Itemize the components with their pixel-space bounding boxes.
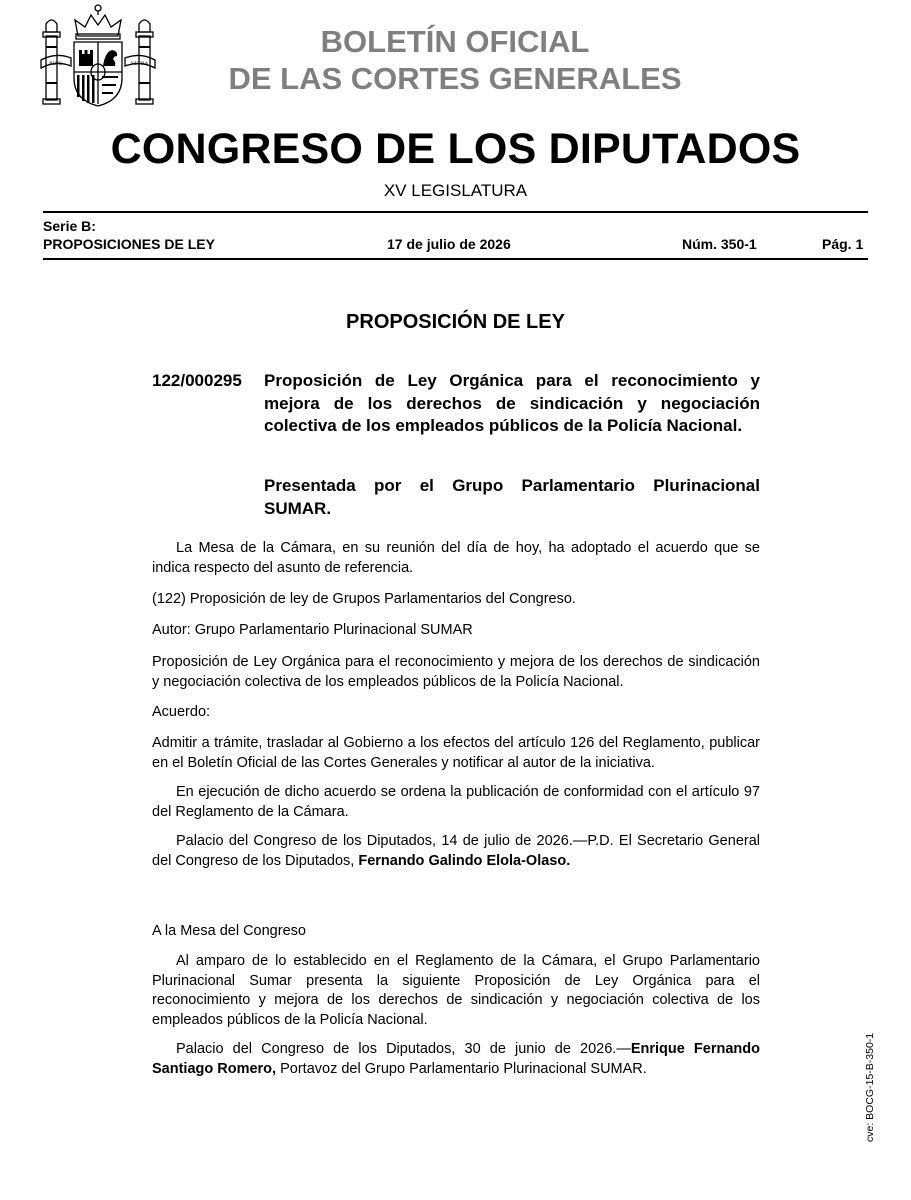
body-paragraph [152, 539, 760, 578]
signature-1-signer: Fernando Galindo Elola-Olaso. [358, 852, 571, 869]
body-paragraph [152, 1040, 760, 1079]
issue-date: 17 de julio de 2026 [387, 236, 511, 252]
paragraph-initiative-title: Proposición de Ley Orgánica para el reconocimiento y mejora de los derechos de sindicación y negociación colectiva de los empleados públicos de la Policía Nacional. [152, 654, 760, 690]
paragraph-signature-2 [152, 1040, 760, 1079]
body-paragraph [152, 922, 760, 942]
signature-2-role: Portavoz del Grupo Parlamentario Plurinacional SUMAR. [276, 1060, 647, 1077]
body-paragraph [152, 734, 760, 773]
motto-right: VLTRA [131, 61, 149, 67]
signature-2-text: Palacio del Congreso de los Diputados, 30 de junio de 2026.— [176, 1041, 631, 1057]
chamber-name: CONGRESO DE LOS DIPUTADOS [110, 125, 801, 173]
paragraph-publication-order: En ejecución de dicho acuerdo se ordena la publicación de conformidad con el artículo 97 del Reglamento de la Cámara. [152, 784, 760, 820]
legislature: XV LEGISLATURA [383, 181, 528, 200]
paragraph-acuerdo-label: Acuerdo: [152, 704, 211, 720]
body-paragraph [152, 621, 760, 641]
page-number: Pág. 1 [822, 236, 864, 252]
paragraph-signature-1 [152, 832, 760, 871]
series-label: Serie B: [43, 218, 96, 234]
body-paragraph [152, 703, 760, 723]
motto-left: PLVS [49, 61, 63, 67]
header-bottom-rule [43, 258, 868, 260]
paragraph-addressee: A la Mesa del Congreso [152, 923, 306, 939]
expediente-title: Proposición de Ley Orgánica para el reconocimiento y mejora de los derechos de sindicación y negociación colectiva de los empleados públicos de la Policía Nacional. [264, 371, 760, 435]
expediente-code: 122/000295 [152, 371, 242, 390]
body-paragraph [152, 832, 760, 871]
bulletin-title-line1: BOLETÍN OFICIAL [320, 24, 590, 59]
document-title: PROPOSICIÓN DE LEY [346, 311, 565, 333]
expediente-presented-by: Presentada por el Grupo Parlamentario Plurinacional SUMAR. [264, 476, 760, 518]
body-paragraph [152, 952, 760, 1030]
series-section: PROPOSICIONES DE LEY [43, 236, 215, 252]
paragraph-presentation: Al amparo de lo establecido en el Reglamento de la Cámara, el Grupo Parlamentario Plurinacional Sumar presenta la siguiente Proposición de Ley Orgánica para el reconocimiento y mejora de los derechos de sindicación y negociación colectiva de los empleados públicos de la Policía Nacional. [152, 953, 760, 1028]
signature-1-text: Palacio del Congreso de los Diputados, 14 de julio de 2026.—P.D. El Secretario General del Congreso de los Diputados, [152, 833, 760, 869]
paragraph-acuerdo-text: Admitir a trámite, trasladar al Gobierno a los efectos del artículo 126 del Reglamento, publicar en el Boletín Oficial de las Cortes Generales y notificar al autor de la iniciativa. [152, 735, 760, 771]
cve-code: cve: BOCG-15-B-350-1 [864, 1032, 876, 1142]
paragraph-author: Autor: Grupo Parlamentario Plurinacional SUMAR [152, 622, 473, 638]
paragraph-mesa-agreement: La Mesa de la Cámara, en su reunión del día de hoy, ha adoptado el acuerdo que se indica respecto del asunto de referencia. [152, 540, 760, 576]
body-paragraph [152, 590, 760, 610]
paragraph-initiative-type: (122) Proposición de ley de Grupos Parlamentarios del Congreso. [152, 591, 576, 607]
signature-2-signer: Enrique Fernando Santiago Romero, [152, 1041, 760, 1077]
coat-of-arms-icon [40, 2, 156, 110]
header-top-rule [43, 211, 868, 213]
body-paragraph [152, 783, 760, 822]
issue-number: Núm. 350-1 [682, 236, 757, 252]
body-paragraph [152, 653, 760, 692]
bulletin-title-line2: DE LAS CORTES GENERALES [228, 61, 682, 96]
